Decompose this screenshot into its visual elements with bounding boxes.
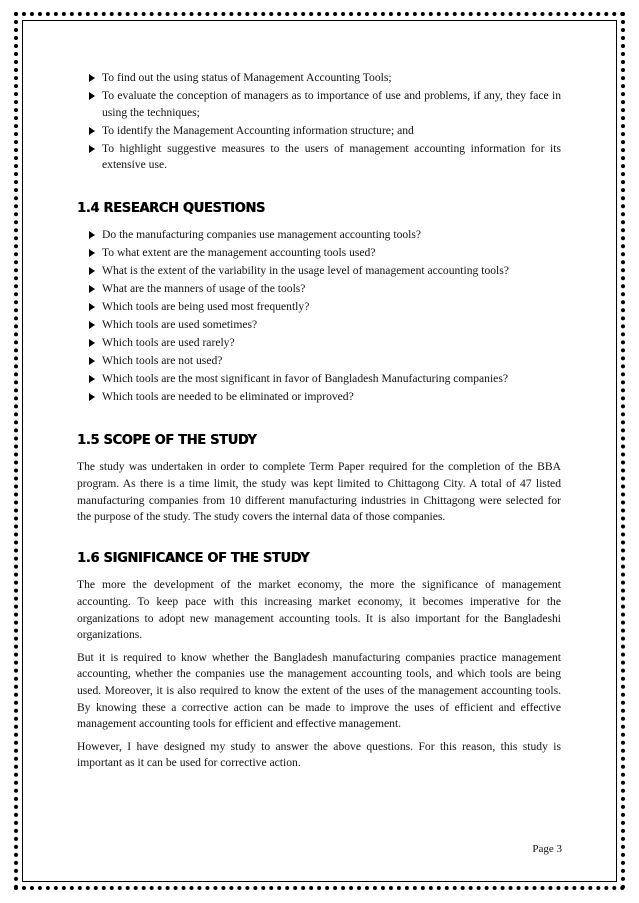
significance-paragraph: However, I have designed my study to answer the above questions. For this reason, this study is important as it can be used for corrective action. — [77, 739, 561, 770]
list-item — [88, 281, 561, 298]
triangle-bullet-icon — [89, 249, 95, 257]
significance-heading: 1.6 SIGNIFICANCE OF THE STUDY — [77, 550, 310, 566]
list-item-text: To evaluate the conception of managers as to importance of use and problems, if any, they face in using the techniques; — [102, 88, 561, 119]
triangle-bullet-icon — [89, 285, 95, 293]
list-item-text: Which tools are the most significant in favor of Bangladesh Manufacturing companies? — [102, 372, 508, 386]
list-item — [88, 245, 561, 262]
triangle-bullet-icon — [89, 339, 95, 347]
list-item-text: Which tools are used sometimes? — [102, 318, 258, 332]
research-questions-list — [77, 227, 561, 405]
triangle-bullet-icon — [89, 321, 95, 329]
significance-paragraph: The more the development of the market economy, the more the significance of management accounting. To keep pace with this increasing market economy, it becomes imperative for the organizations to adopt new management accounting tools. It is also important for the Bangladeshi organizations. — [77, 578, 561, 642]
triangle-bullet-icon — [89, 303, 95, 311]
list-item-text: Which tools are needed to be eliminated or improved? — [102, 390, 354, 404]
triangle-bullet-icon — [89, 393, 95, 401]
significance-paragraph: But it is required to know whether the Bangladesh manufacturing companies practice management accounting, whether the companies use the management accounting tools, and which tools are being used. Moreover, it is also required to know the extent of the uses of the management accounting tools. By knowing these a corrective action can be made to improve the uses of efficient and effective management accounting tools for efficient and effective management. — [77, 650, 561, 731]
list-item — [88, 335, 561, 352]
list-item-text: Which tools are used rarely? — [102, 336, 235, 350]
list-item — [88, 371, 561, 388]
list-item — [88, 389, 561, 406]
research-questions-heading: 1.4 RESEARCH QUESTIONS — [77, 200, 265, 216]
list-item — [88, 123, 561, 140]
scope-heading: 1.5 SCOPE OF THE STUDY — [77, 432, 257, 448]
triangle-bullet-icon — [89, 92, 95, 100]
document-body — [77, 70, 561, 778]
list-item-text: Which tools are not used? — [102, 354, 223, 368]
list-item-text: To what extent are the management accounting tools used? — [102, 246, 376, 260]
list-item — [88, 227, 561, 244]
list-item — [88, 353, 561, 370]
page-number: Page 3 — [532, 843, 562, 855]
list-item-text: To identify the Management Accounting information structure; and — [102, 123, 414, 137]
scope-paragraph: The study was undertaken in order to complete Term Paper required for the completion of the BBA program. As there is a time limit, the study was kept limited to Chittagong City. A total of 47 listed manufacturing companies from 10 different manufacturing industries in Chittagong were selected for the purpose of the study. The study covers the internal data of those companies. — [77, 460, 561, 524]
list-item-text: Which tools are being used most frequently? — [102, 300, 310, 314]
triangle-bullet-icon — [89, 127, 95, 135]
list-item-text: What are the manners of usage of the tools? — [102, 282, 306, 296]
triangle-bullet-icon — [89, 74, 95, 82]
list-item — [88, 317, 561, 334]
objectives-list — [77, 70, 561, 174]
list-item — [88, 263, 561, 280]
triangle-bullet-icon — [89, 267, 95, 275]
list-item-text: Do the manufacturing companies use management accounting tools? — [102, 228, 422, 242]
triangle-bullet-icon — [89, 145, 95, 153]
list-item — [88, 299, 561, 316]
triangle-bullet-icon — [89, 375, 95, 383]
list-item — [88, 141, 561, 174]
list-item — [88, 70, 561, 87]
triangle-bullet-icon — [89, 357, 95, 365]
list-item — [88, 88, 561, 121]
list-item-text: To find out the using status of Management Accounting Tools; — [102, 71, 392, 84]
list-item-text: What is the extent of the variability in the usage level of management accounting tools? — [102, 264, 509, 278]
list-item-text: To highlight suggestive measures to the users of management accounting information for its extensive use. — [102, 141, 561, 172]
triangle-bullet-icon — [89, 231, 95, 239]
